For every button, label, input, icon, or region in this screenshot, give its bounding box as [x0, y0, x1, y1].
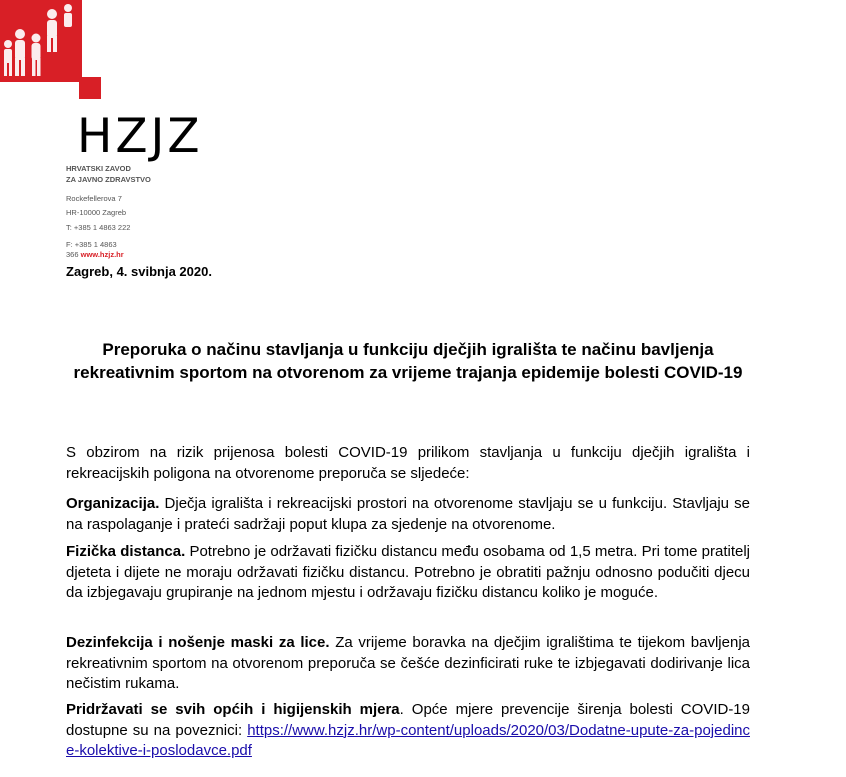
org-line-1: HRVATSKI ZAVOD: [66, 164, 131, 173]
section-text: . Opće mjere prevencije širenja bolesti COVID-19 dostupne su na poveznici:: [66, 701, 750, 739]
document-title: Preporuka o načinu stavljanja u funkciju dječjih igrališta te načinu bavljenja rekreativnim sportom na otvorenom za vrijeme trajanja epidemije bolesti COVID-19: [73, 340, 743, 382]
section-heading: Organizacija.: [66, 495, 160, 512]
address-street: Rockefellerova 7: [66, 194, 122, 203]
guidelines-link[interactable]: https://www.hzjz.hr/wp-content/uploads/2020/03/Dodatne-upute-za-pojedince-kolektive-i-poslodavce.pdf: [66, 721, 750, 759]
org-line-2: ZA JAVNO ZDRAVSTVO: [66, 175, 151, 184]
section-organizacija: [66, 494, 750, 535]
organization-name: [66, 163, 151, 185]
phone-number: T: +385 1 4863 222: [66, 223, 131, 232]
section-text: Dječja igrališta i rekreacijski prostori na otvorenome stavljaju se u funkciju. Stavljaju se na raspolaganje i prateći sadržaji poput klupa za sjedenje na otvorenome.: [66, 495, 750, 533]
logo-square: [79, 77, 101, 99]
fax-number: F: +385 1 4863: [66, 240, 117, 249]
section-heading: Pridržavati se svih općih i higijenskih mjera: [66, 701, 400, 718]
section-heading: Dezinfekcija i nošenje maski za lice.: [66, 634, 330, 651]
section-heading: Fizička distanca.: [66, 543, 186, 560]
section-text: Za vrijeme boravka na dječjim igralištima te tijekom bavljenja rekreativnim sportom na otvorenom preporuča se češće dezinficirati ruke te izbjegavati dodirivanje lica nečistim rukama.: [66, 634, 750, 692]
section-opce-mjere: [66, 700, 750, 762]
website-link[interactable]: www.hzjz.hr: [80, 250, 124, 259]
website-line: [66, 250, 124, 259]
document-date: Zagreb, 4. svibnja 2020.: [66, 264, 212, 279]
fax-suffix: 366: [66, 250, 81, 259]
section-fizicka-distanca: [66, 542, 750, 604]
people-silhouette-icon: [0, 0, 82, 82]
section-dezinfekcija: [66, 633, 750, 695]
address-city: HR-10000 Zagreb: [66, 208, 127, 217]
section-text: Potrebno je održavati fizičku distancu među osobama od 1,5 metra. Pri tome pratitelj djeteta i dijete ne moraju održavati fizičku distancu. Potrebno je obratiti pažnju odnosno podučiti djecu da izbjegavaju grupiranje na jednom mjestu i održavaju fizičku distancu koliko je moguće.: [66, 543, 751, 601]
intro-paragraph: S obzirom na rizik prijenosa bolesti COVID-19 prilikom stavljanja u funkciju dječjih igrališta i rekreacijskih poligona na otvorenome preporuča se sljedeće:: [66, 444, 750, 482]
logo: HZJZ: [77, 109, 203, 164]
